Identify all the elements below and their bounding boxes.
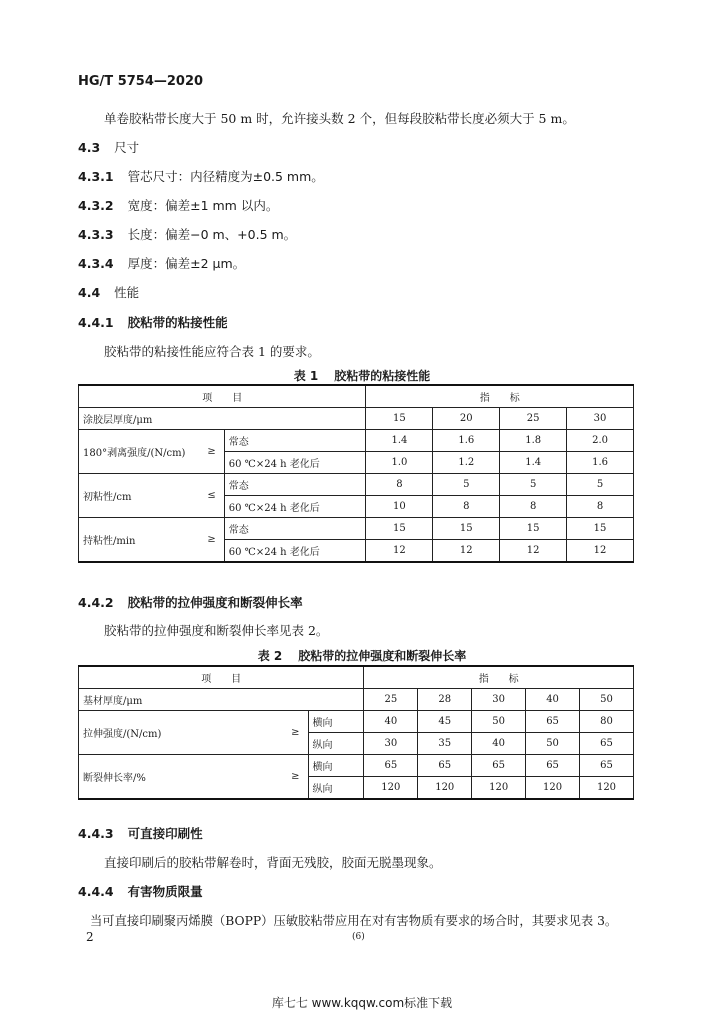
section-number: 4.4.1 [78, 315, 114, 330]
table-cell: 1.6 [433, 430, 500, 452]
table-cell: 120 [364, 777, 418, 800]
table-cell: 65 [526, 755, 580, 777]
table-cell: 5 [500, 474, 567, 496]
table-cell: 12 [500, 540, 567, 563]
table-cell: 8 [500, 496, 567, 518]
table1-header-index: 指 标 [366, 385, 634, 408]
table-cell: 50 [580, 689, 634, 711]
table1-condition-normal: 常态 [224, 518, 366, 540]
section-number: 4.4.3 [78, 826, 114, 841]
table-cell: 1.2 [433, 452, 500, 474]
table-cell: 2.0 [567, 430, 634, 452]
table2-direction-longitudinal: 纵向 [308, 733, 364, 755]
section-4-3 [78, 138, 139, 156]
table2-header-row [79, 666, 634, 689]
table2-tensile-sym: ≥ [254, 711, 308, 755]
document-header: HG/T 5754—2020 [78, 74, 204, 89]
table1-caption [0, 367, 724, 384]
page-number: 2 [86, 930, 94, 944]
table1-tack-label: 初粘性/cm [79, 474, 197, 518]
section-title: 胶粘带的拉伸强度和断裂伸长率 [127, 595, 303, 610]
table-cell: 8 [433, 496, 500, 518]
section-number: 4.4.2 [78, 595, 114, 610]
table-cell: 120 [580, 777, 634, 800]
table2-elong-trans-row [79, 755, 634, 777]
table-cell: 12 [567, 540, 634, 563]
section-4-4-4 [78, 882, 203, 900]
table-cell: 5 [433, 474, 500, 496]
section-4-3-1 [78, 167, 324, 185]
table2-elong-sym: ≥ [254, 755, 308, 800]
table2-tensile-label: 拉伸强度/(N/cm) [79, 711, 255, 755]
table-cell: 1.4 [500, 452, 567, 474]
table-cell: 65 [418, 755, 472, 777]
table-cell: 50 [526, 733, 580, 755]
table2-caption-title: 胶粘带的拉伸强度和断裂伸长率 [298, 649, 467, 663]
table-cell: 40 [472, 733, 526, 755]
section-title: 性能 [114, 285, 140, 300]
table-cell: 30 [364, 733, 418, 755]
table-cell: 15 [433, 518, 500, 540]
section-title: 胶粘带的粘接性能 [127, 315, 228, 330]
table-cell: 120 [418, 777, 472, 800]
table1-header-item: 项 目 [79, 385, 366, 408]
table-cell: 40 [364, 711, 418, 733]
table-cell: 1.4 [366, 430, 433, 452]
download-watermark: 库七七 www.kqqw.com标准下载 [271, 996, 453, 1010]
table2-direction-longitudinal: 纵向 [308, 777, 364, 800]
section-title: 有害物质限量 [127, 884, 203, 899]
table2 [78, 665, 634, 800]
table-cell: 15 [500, 518, 567, 540]
table-cell: 65 [364, 755, 418, 777]
section-text: 管芯尺寸：内径精度为±0.5 mm。 [127, 169, 324, 184]
table-cell: 50 [472, 711, 526, 733]
table1-condition-aged: 60 ℃×24 h 老化后 [224, 540, 366, 563]
table-cell: 12 [366, 540, 433, 563]
section-number: 4.3 [78, 140, 101, 155]
table1-condition-normal: 常态 [224, 430, 366, 452]
table-cell: 120 [526, 777, 580, 800]
section-title: 可直接印刷性 [127, 826, 203, 841]
table-cell: 120 [472, 777, 526, 800]
section-4-4-3-text: 直接印刷后的胶粘带解卷时，背面无残胶，胶面无脱墨现象。 [104, 855, 442, 870]
table1 [78, 384, 634, 563]
table1-peel-normal-row [79, 430, 634, 452]
page-center-number: (6) [352, 932, 365, 942]
table1-tack-normal-row [79, 474, 634, 496]
table-cell: 20 [433, 408, 500, 430]
table-cell: 5 [567, 474, 634, 496]
table-cell: 28 [418, 689, 472, 711]
table-cell: 10 [366, 496, 433, 518]
table-cell: 25 [500, 408, 567, 430]
table-cell: 8 [567, 496, 634, 518]
table2-thickness-label: 基材厚度/μm [79, 689, 364, 711]
table-cell: 15 [567, 518, 634, 540]
section-text: 长度：偏差−0 m、+0.5 m。 [127, 227, 297, 242]
table-cell: 80 [580, 711, 634, 733]
section-number: 4.3.3 [78, 227, 114, 242]
table-cell: 30 [472, 689, 526, 711]
section-number: 4.4.4 [78, 884, 114, 899]
table2-tensile-trans-row [79, 711, 634, 733]
section-4-4-2-text: 胶粘带的拉伸强度和断裂伸长率见表 2。 [104, 623, 329, 638]
table-cell: 65 [580, 733, 634, 755]
table-cell: 45 [418, 711, 472, 733]
table1-hold-normal-row [79, 518, 634, 540]
table-cell: 65 [526, 711, 580, 733]
section-4-3-2 [78, 196, 278, 214]
table1-hold-sym: ≥ [196, 518, 224, 563]
section-4-4-4-text: 当可直接印刷聚丙烯膜（BOPP）压敏胶粘带应用在对有害物质有要求的场合时，其要求见表 3。 [90, 914, 618, 928]
section-text: 宽度：偏差±1 mm 以内。 [127, 198, 279, 213]
table-cell: 30 [567, 408, 634, 430]
table1-peel-sym: ≥ [196, 430, 224, 474]
table2-caption-number: 表 2 [257, 649, 283, 663]
table-cell: 1.6 [567, 452, 634, 474]
table1-header-row [79, 385, 634, 408]
table1-condition-normal: 常态 [224, 474, 366, 496]
table1-caption-title: 胶粘带的粘接性能 [334, 369, 431, 383]
section-4-4-1 [78, 313, 228, 331]
section-4-4-2 [78, 593, 303, 611]
table1-hold-label: 持粘性/min [79, 518, 197, 563]
section-4-4-1-text: 胶粘带的粘接性能应符合表 1 的要求。 [104, 344, 320, 359]
section-4-4 [78, 283, 139, 301]
table1-peel-label: 180°剥离强度/(N/cm) [79, 430, 197, 474]
table-cell: 65 [472, 755, 526, 777]
table-cell: 15 [366, 518, 433, 540]
table-cell: 1.8 [500, 430, 567, 452]
table1-condition-aged: 60 ℃×24 h 老化后 [224, 496, 366, 518]
table1-condition-aged: 60 ℃×24 h 老化后 [224, 452, 366, 474]
table-cell: 40 [526, 689, 580, 711]
table-cell: 35 [418, 733, 472, 755]
table-cell: 12 [433, 540, 500, 563]
section-4-3-4 [78, 254, 245, 272]
table2-header-index: 指 标 [364, 666, 634, 689]
section-number: 4.3.2 [78, 198, 114, 213]
table1-tack-sym: ≤ [196, 474, 224, 518]
table-cell: 25 [364, 689, 418, 711]
section-4-4-3 [78, 824, 203, 842]
intro-paragraph: 单卷胶粘带长度大于 50 m 时，允许接头数 2 个，但每段胶粘带长度必须大于 5 m。 [104, 111, 575, 126]
table2-caption [0, 647, 724, 664]
table1-thickness-row [79, 408, 634, 430]
table-cell: 8 [366, 474, 433, 496]
section-number: 4.4 [78, 285, 101, 300]
table2-elong-label: 断裂伸长率/% [79, 755, 255, 800]
table1-caption-number: 表 1 [293, 369, 319, 383]
section-4-3-3 [78, 225, 296, 243]
section-number: 4.3.1 [78, 169, 114, 184]
table2-direction-transverse: 横向 [308, 755, 364, 777]
table-cell: 1.0 [366, 452, 433, 474]
section-text: 厚度：偏差±2 μm。 [127, 256, 246, 271]
section-number: 4.3.4 [78, 256, 114, 271]
section-title: 尺寸 [114, 140, 140, 155]
table-cell: 65 [580, 755, 634, 777]
table2-thickness-row [79, 689, 634, 711]
table-cell: 15 [366, 408, 433, 430]
table1-thickness-label: 涂胶层厚度/μm [79, 408, 366, 430]
table2-direction-transverse: 横向 [308, 711, 364, 733]
table2-header-item: 项 目 [79, 666, 364, 689]
